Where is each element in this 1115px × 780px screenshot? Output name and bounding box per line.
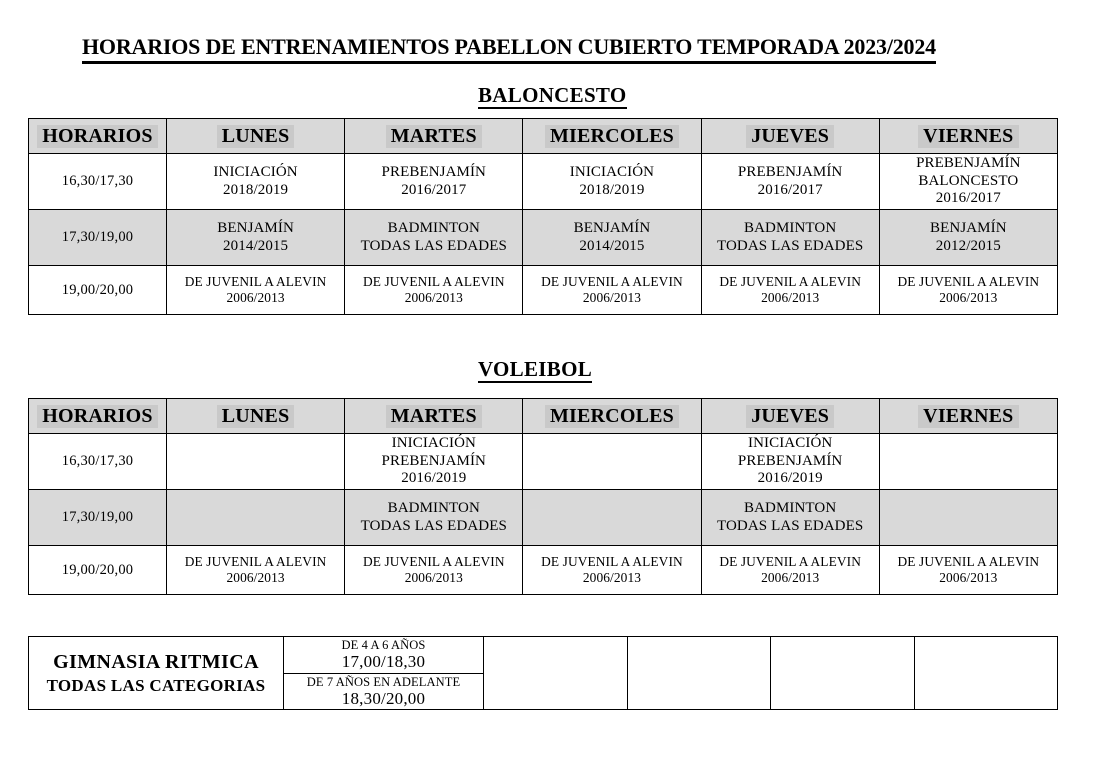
activity-line: DE JUVENIL A ALEVIN (362, 554, 505, 569)
time-slot-label: 19,00/20,00 (29, 266, 167, 315)
activity-line: PREBENJAMÍN (737, 452, 843, 469)
activity-cell (523, 546, 701, 595)
column-header-martes: MARTES (345, 119, 523, 154)
gimnasia-slot-cell (284, 673, 484, 710)
activity-line: 2014/2015 (223, 237, 289, 254)
activity-line: PREBENJAMÍN (381, 164, 486, 180)
activity-line: 2006/2013 (582, 290, 642, 305)
activity-line: 2006/2013 (939, 290, 998, 305)
activity-line: DE JUVENIL A ALEVIN (362, 274, 505, 289)
activity-line: 2012/2015 (935, 237, 1001, 254)
activity-line: INICIACIÓN (569, 164, 655, 180)
activity-line: 2016/2019 (757, 470, 823, 487)
activity-cell (167, 546, 345, 595)
column-header-miercoles: MIERCOLES (523, 119, 701, 154)
activity-line: 2006/2013 (582, 570, 642, 585)
activity-cell (879, 210, 1057, 266)
activity-cell (167, 490, 345, 546)
activity-cell (523, 154, 701, 210)
activity-line: INICIACIÓN (391, 435, 476, 452)
activity-cell (345, 266, 523, 315)
activity-line: DE JUVENIL A ALEVIN (897, 274, 1040, 289)
activity-line: 2006/2013 (226, 570, 285, 585)
activity-cell (701, 546, 879, 595)
gimnasia-ritmica-table (28, 636, 1058, 710)
activity-line: 2006/2013 (761, 570, 820, 585)
activity-line: DE JUVENIL A ALEVIN (184, 274, 327, 289)
activity-cell (345, 490, 523, 546)
activity-line: PREBENJAMÍN (381, 452, 486, 469)
activity-line: 2006/2013 (761, 290, 820, 305)
time-slot-label: 17,30/19,00 (29, 490, 167, 546)
activity-line: DE JUVENIL A ALEVIN (897, 554, 1040, 569)
activity-cell (167, 434, 345, 490)
activity-line: BADMINTON (387, 220, 480, 236)
activity-cell (701, 434, 879, 490)
activity-line: DE JUVENIL A ALEVIN (541, 554, 683, 569)
activity-line: 2006/2013 (404, 570, 463, 585)
activity-cell (701, 154, 879, 210)
activity-line: BENJAMÍN (573, 220, 651, 236)
gimnasia-slot-time: 17,00/18,30 (341, 652, 426, 672)
activity-line: DE JUVENIL A ALEVIN (541, 274, 683, 289)
gimnasia-ritmica-label (29, 637, 284, 710)
column-header-viernes: VIERNES (879, 119, 1057, 154)
activity-cell (345, 154, 523, 210)
activity-line: 2016/2017 (935, 190, 1001, 207)
activity-line: 2006/2013 (226, 290, 285, 305)
activity-line: TODAS LAS EDADES (360, 517, 507, 534)
section-title-baloncesto: BALONCESTO (478, 83, 627, 107)
table-header-row (29, 119, 1058, 154)
activity-line: BALONCESTO (918, 172, 1019, 189)
activity-line: 2018/2019 (223, 181, 289, 198)
time-slot-label: 19,00/20,00 (29, 546, 167, 595)
activity-line: BADMINTON (744, 500, 837, 516)
activity-cell (345, 546, 523, 595)
activity-line: DE JUVENIL A ALEVIN (719, 274, 861, 289)
empty-cell (627, 637, 771, 710)
page-title: HORARIOS DE ENTRENAMIENTOS PABELLON CUBIERTO TEMPORADA 2023/2024 (82, 34, 936, 64)
gimnasia-subtitle: TODAS LAS CATEGORIAS (46, 675, 266, 695)
activity-line: PREBENJAMÍN (737, 164, 843, 180)
activity-line: 2006/2013 (939, 570, 998, 585)
schedule-table-voleibol (28, 398, 1058, 595)
activity-cell (701, 490, 879, 546)
gimnasia-slot-label: DE 4 A 6 AÑOS (341, 638, 426, 653)
table-row (29, 546, 1058, 595)
activity-cell (701, 210, 879, 266)
activity-line: 2016/2019 (401, 470, 467, 487)
activity-line: BADMINTON (744, 220, 837, 236)
column-header-miercoles: MIERCOLES (523, 399, 701, 434)
activity-line: PREBENJAMÍN (916, 155, 1021, 172)
column-header-viernes: VIERNES (879, 399, 1057, 434)
activity-line: 2016/2017 (757, 181, 823, 198)
activity-cell (345, 210, 523, 266)
gimnasia-slot-label: DE 7 AÑOS EN ADELANTE (306, 674, 461, 689)
activity-cell (523, 490, 701, 546)
activity-cell (879, 266, 1057, 315)
section-title-voleibol: VOLEIBOL (478, 357, 593, 381)
activity-line: BENJAMÍN (217, 220, 294, 236)
gimnasia-title: GIMNASIA RITMICA (53, 650, 259, 673)
column-header-lunes: LUNES (167, 399, 345, 434)
activity-line: DE JUVENIL A ALEVIN (719, 554, 861, 569)
column-header-jueves: JUEVES (701, 119, 879, 154)
empty-cell (484, 637, 628, 710)
empty-cell (914, 637, 1058, 710)
activity-cell (879, 154, 1057, 210)
table-header-row (29, 399, 1058, 434)
gimnasia-slot-cell (284, 637, 484, 674)
activity-cell (879, 546, 1057, 595)
activity-cell (167, 266, 345, 315)
column-header-horarios: HORARIOS (29, 399, 167, 434)
activity-line: 2018/2019 (579, 181, 645, 198)
activity-cell (523, 210, 701, 266)
activity-cell (701, 266, 879, 315)
column-header-lunes: LUNES (167, 119, 345, 154)
activity-cell (345, 434, 523, 490)
gimnasia-slot-time: 18,30/20,00 (341, 688, 426, 708)
activity-line: TODAS LAS EDADES (716, 237, 864, 254)
activity-line: BADMINTON (387, 500, 480, 516)
activity-line: INICIACIÓN (213, 164, 298, 180)
table-row (29, 434, 1058, 490)
table-row (29, 210, 1058, 266)
time-slot-label: 16,30/17,30 (29, 154, 167, 210)
column-header-jueves: JUEVES (701, 399, 879, 434)
column-header-horarios: HORARIOS (29, 119, 167, 154)
activity-line: TODAS LAS EDADES (360, 237, 507, 254)
activity-cell (879, 434, 1057, 490)
activity-line: 2006/2013 (404, 290, 463, 305)
activity-line: 2016/2017 (401, 181, 467, 198)
activity-cell (523, 266, 701, 315)
table-row (29, 490, 1058, 546)
activity-cell (167, 210, 345, 266)
activity-cell (523, 434, 701, 490)
time-slot-label: 16,30/17,30 (29, 434, 167, 490)
activity-line: 2014/2015 (579, 237, 645, 254)
time-slot-label: 17,30/19,00 (29, 210, 167, 266)
activity-line: DE JUVENIL A ALEVIN (184, 554, 327, 569)
schedule-table-baloncesto (28, 118, 1058, 315)
column-header-martes: MARTES (345, 399, 523, 434)
activity-cell (879, 490, 1057, 546)
table-row (29, 637, 1058, 674)
table-row (29, 154, 1058, 210)
table-row (29, 266, 1058, 315)
activity-line: INICIACIÓN (747, 435, 833, 452)
activity-line: TODAS LAS EDADES (716, 517, 864, 534)
activity-line: BENJAMÍN (930, 220, 1007, 236)
empty-cell (771, 637, 915, 710)
activity-cell (167, 154, 345, 210)
